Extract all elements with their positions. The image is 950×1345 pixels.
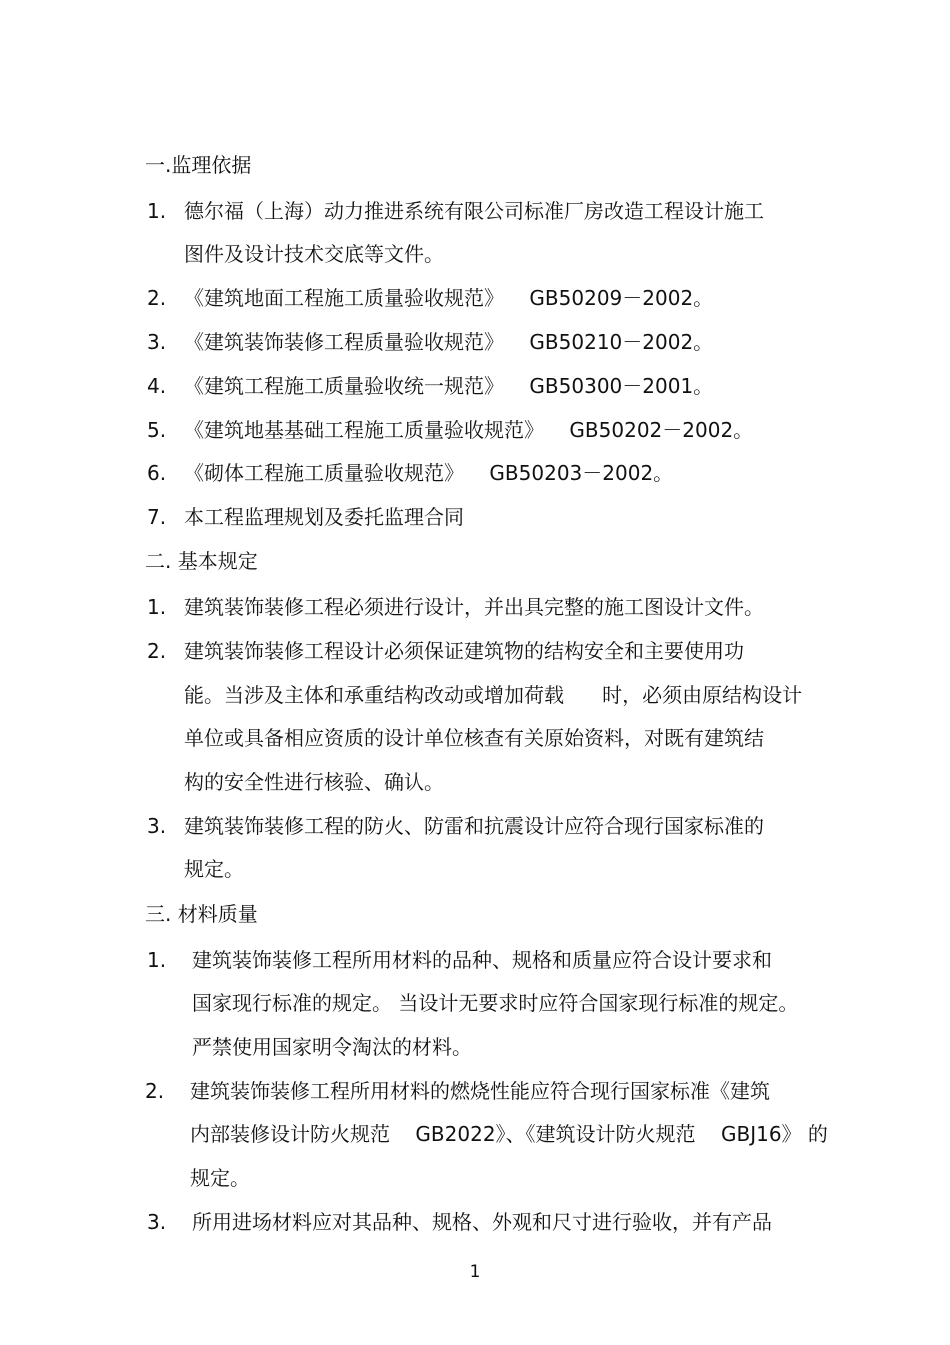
item-number: 3. <box>147 1210 167 1234</box>
item-text: 所用进场材料应对其品种、规格、外观和尺寸进行验收，并有产品 <box>192 1210 772 1234</box>
item-number: 2. <box>145 1079 165 1103</box>
item-text: 本工程监理规划及委托监理合同 <box>184 505 464 529</box>
item-text: 《建筑地基基础工程施工质量验收规范》 GB50202－2002。 <box>184 418 754 442</box>
item-text: 建筑装饰装修工程设计必须保证建筑物的结构安全和主要使用功 <box>184 639 744 663</box>
item-text: 德尔福（上海）动力推进系统有限公司标准厂房改造工程设计施工 <box>184 199 764 223</box>
section-heading: 二. 基本规定 <box>145 549 258 573</box>
item-number: 3. <box>147 814 167 838</box>
item-text: 能。当涉及主体和承重结构改动或增加荷载 时，必须由原结构设计 <box>184 683 803 707</box>
item-number: 1. <box>147 948 167 972</box>
item-text: 严禁使用国家明令淘汰的材料。 <box>192 1035 472 1059</box>
item-number: 6. <box>147 461 167 485</box>
item-text: 构的安全性进行核验、确认。 <box>184 770 444 794</box>
item-number: 1. <box>147 199 167 223</box>
item-text: 建筑装饰装修工程必须进行设计，并出具完整的施工图设计文件。 <box>184 595 764 619</box>
item-text: 图件及设计技术交底等文件。 <box>184 242 444 266</box>
item-text: 建筑装饰装修工程的防火、防雷和抗震设计应符合现行国家标准的 <box>184 814 764 838</box>
item-text: 建筑装饰装修工程所用材料的燃烧性能应符合现行国家标准《建筑 <box>190 1079 770 1103</box>
item-number: 2. <box>147 286 167 310</box>
item-text: 建筑装饰装修工程所用材料的品种、规格和质量应符合设计要求和 <box>192 948 772 972</box>
item-text: 单位或具备相应资质的设计单位核查有关原始资料，对既有建筑结 <box>184 726 764 750</box>
item-number: 1. <box>147 595 167 619</box>
item-text: 规定。 <box>190 1166 250 1190</box>
item-text: 国家现行标准的规定。 当设计无要求时应符合国家现行标准的规定。 <box>192 991 799 1015</box>
item-number: 2. <box>147 639 167 663</box>
item-number: 3. <box>147 330 167 354</box>
item-text: 内部装修设计防火规范 GB2022》、《建筑设计防火规范 GBJ16》 的 <box>190 1122 828 1146</box>
item-text: 规定。 <box>184 857 244 881</box>
item-text: 《砌体工程施工质量验收规范》 GB50203－2002。 <box>184 461 674 485</box>
item-number: 4. <box>147 374 167 398</box>
section-heading: 三. 材料质量 <box>145 902 258 926</box>
item-number: 5. <box>147 418 167 442</box>
item-text: 《建筑地面工程施工质量验收规范》 GB50209－2002。 <box>184 286 714 310</box>
item-text: 《建筑工程施工质量验收统一规范》 GB50300－2001。 <box>184 374 714 398</box>
section-heading: 一.监理依据 <box>145 153 252 177</box>
item-number: 7. <box>147 505 167 529</box>
page-number: 1 <box>469 1262 481 1282</box>
item-text: 《建筑装饰装修工程质量验收规范》 GB50210－2002。 <box>184 330 714 354</box>
